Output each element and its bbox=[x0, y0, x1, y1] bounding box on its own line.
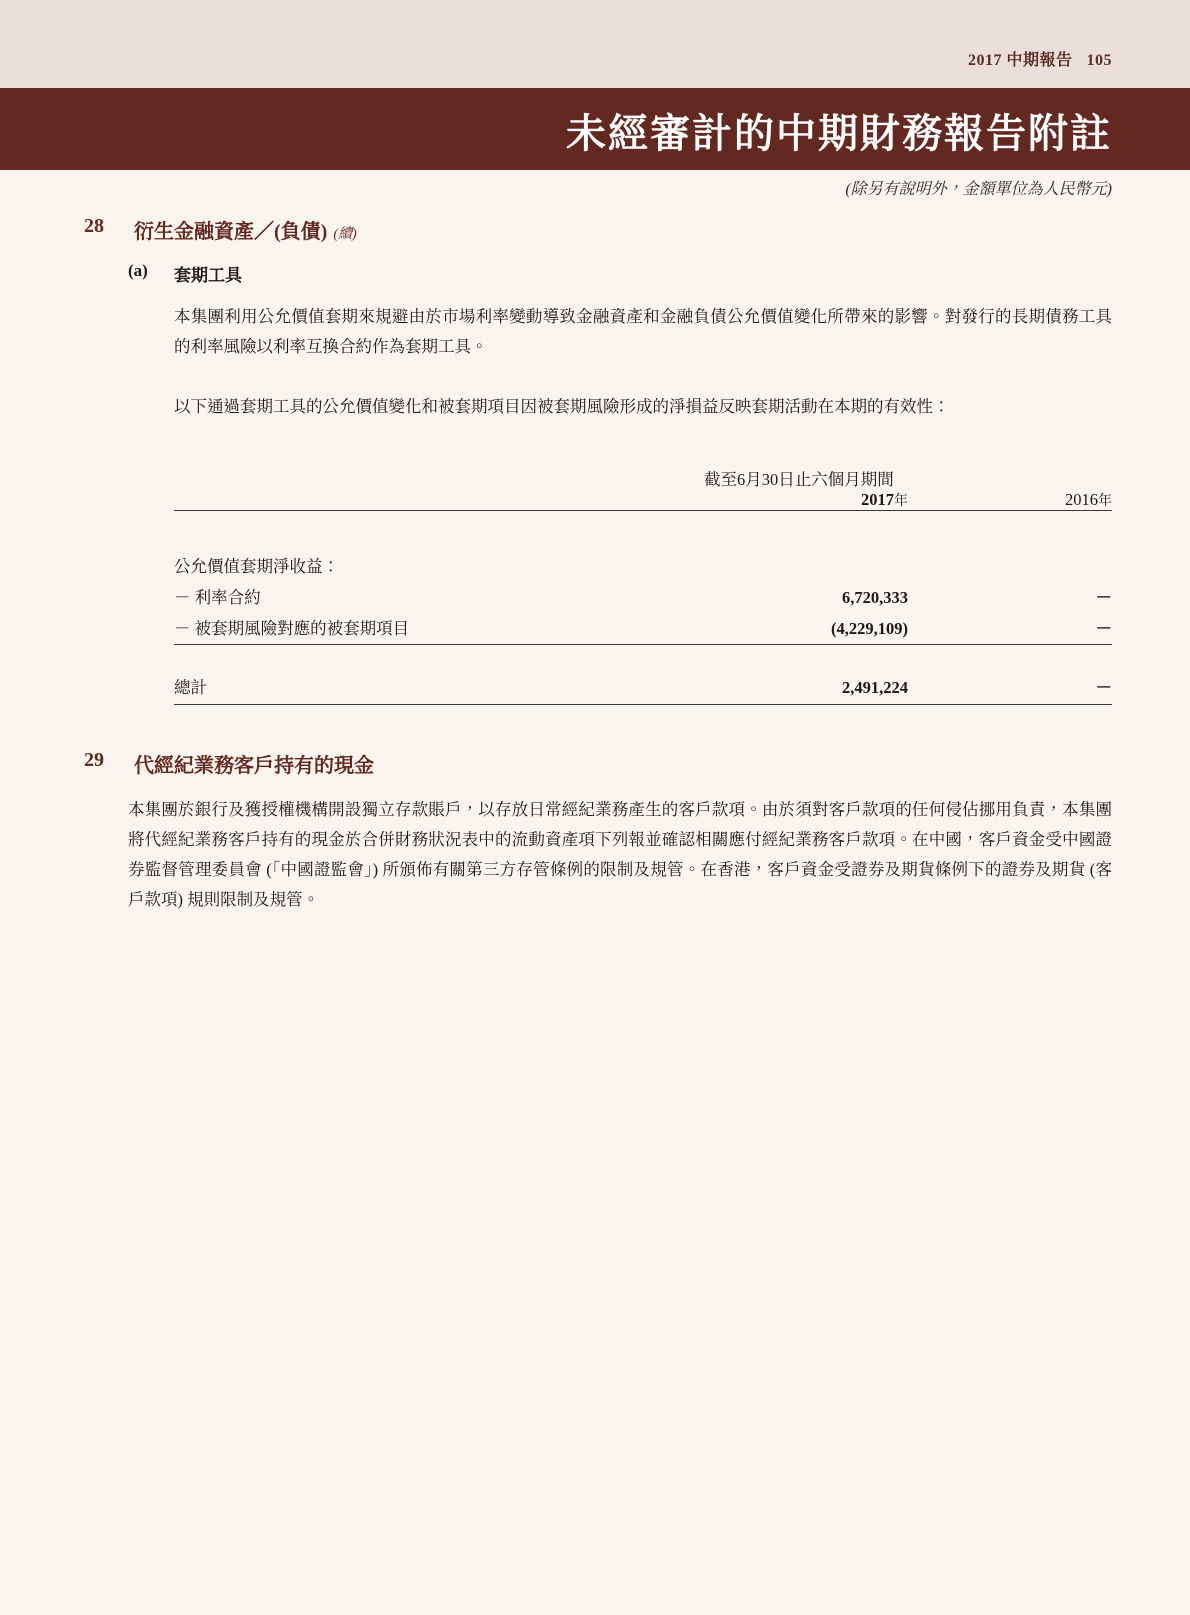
table-header-2017-year: 2017 bbox=[861, 490, 894, 509]
note-28a-paragraph-2: 以下通過套期工具的公允價值變化和被套期項目因被套期風險形成的淨損益反映套期活動在本期的有效性： bbox=[174, 397, 950, 416]
header-band bbox=[0, 88, 1190, 170]
note-29-heading bbox=[0, 749, 1190, 779]
note-29-title: 代經紀業務客戶持有的現金 bbox=[134, 755, 374, 777]
note-29-number: 29 bbox=[84, 749, 104, 771]
table-spacer-total bbox=[174, 645, 1112, 671]
table-spacer-top bbox=[174, 511, 1112, 551]
note-28-title: 衍生金融資產／(負債) bbox=[134, 221, 328, 243]
table-header-year-blank bbox=[174, 490, 704, 511]
currency-unit-note: (除另有說明外，金額單位為人民幣元) bbox=[845, 181, 1112, 198]
table-header-2016-year: 2016 bbox=[1065, 490, 1098, 509]
table-section-label: 公允價值套期淨收益： bbox=[174, 557, 339, 576]
page-number: 105 bbox=[1086, 52, 1112, 69]
table-total-value-2016: － bbox=[1095, 678, 1112, 697]
note-29-paragraph-1: 本集團於銀行及獲授權機構開設獨立存款賬戶，以存放日常經紀業務產生的客戶款項。由於須對客戶款項的任何侵佔挪用負責，本集團將代經紀業務客戶持有的現金於合併財務狀況表中的流動資產項下列報並確認相關應付經紀業務客戶款項。在中國，客戶資金受中國證券監督管理委員會 (「中國證監會」) 所頒佈有關第三方存管條例的限制及規管。在香港，客戶資金受證券及期貨條例下的證券及期貨 (客戶款項) 規則限制及規管。 bbox=[128, 800, 1112, 909]
table-row-label: － 被套期風險對應的被套期項目 bbox=[174, 619, 410, 638]
table-rule-bottom bbox=[174, 705, 1112, 706]
table-row-label: － 利率合約 bbox=[174, 588, 261, 607]
note-28-heading bbox=[0, 215, 1190, 245]
table-section-label-blank-2017 bbox=[704, 551, 908, 582]
note-29-block bbox=[0, 749, 1190, 915]
note-28a-paragraph-1: 本集團利用公允價值套期來規避由於市場利率變動導致金融資產和金融負債公允價值變化所帶來的影響。對發行的長期債務工具的利率風險以利率互換合約作為套期工具。 bbox=[174, 307, 1112, 356]
note-28-continued-label: (續) bbox=[333, 227, 357, 242]
page-header-meta bbox=[968, 47, 1112, 70]
table-total-value-2017: 2,491,224 bbox=[842, 678, 908, 697]
table-total-row bbox=[174, 671, 1112, 705]
note-28-block bbox=[0, 215, 1190, 705]
hedging-effectiveness-table bbox=[174, 466, 1112, 705]
table-header-period: 截至6月30日止六個月期間 bbox=[704, 470, 894, 489]
table-header-period-row bbox=[174, 466, 1112, 490]
table-section-label-row bbox=[174, 551, 1112, 582]
top-banner-strip bbox=[0, 0, 1190, 88]
note-28a-heading bbox=[0, 261, 1190, 286]
page-title: 未經審計的中期財務報告附註 bbox=[566, 111, 1112, 156]
table-header-2017-suffix: 年 bbox=[894, 494, 908, 509]
table-row-value-2016: － bbox=[1095, 588, 1112, 607]
table-section-label-blank-2016 bbox=[908, 551, 1112, 582]
note-28a-title: 套期工具 bbox=[174, 266, 242, 285]
table-header-2016-suffix: 年 bbox=[1098, 494, 1112, 509]
table-row-value-2017: (4,229,109) bbox=[831, 619, 908, 638]
note-28a-label: (a) bbox=[128, 261, 148, 280]
table-row bbox=[174, 582, 1112, 613]
table-header-year-row bbox=[174, 490, 1112, 511]
table-header-2016 bbox=[908, 490, 1112, 511]
report-year-label: 2017 中期報告 bbox=[967, 52, 1073, 69]
table-total-label: 總計 bbox=[174, 678, 207, 697]
note-28-number: 28 bbox=[84, 215, 104, 237]
table-row-value-2016: － bbox=[1095, 619, 1112, 638]
table-row-value-2017: 6,720,333 bbox=[842, 588, 908, 607]
table-row bbox=[174, 613, 1112, 645]
table-header-2017 bbox=[704, 490, 908, 511]
page-content bbox=[0, 215, 1190, 919]
table-header-blank bbox=[174, 466, 704, 490]
